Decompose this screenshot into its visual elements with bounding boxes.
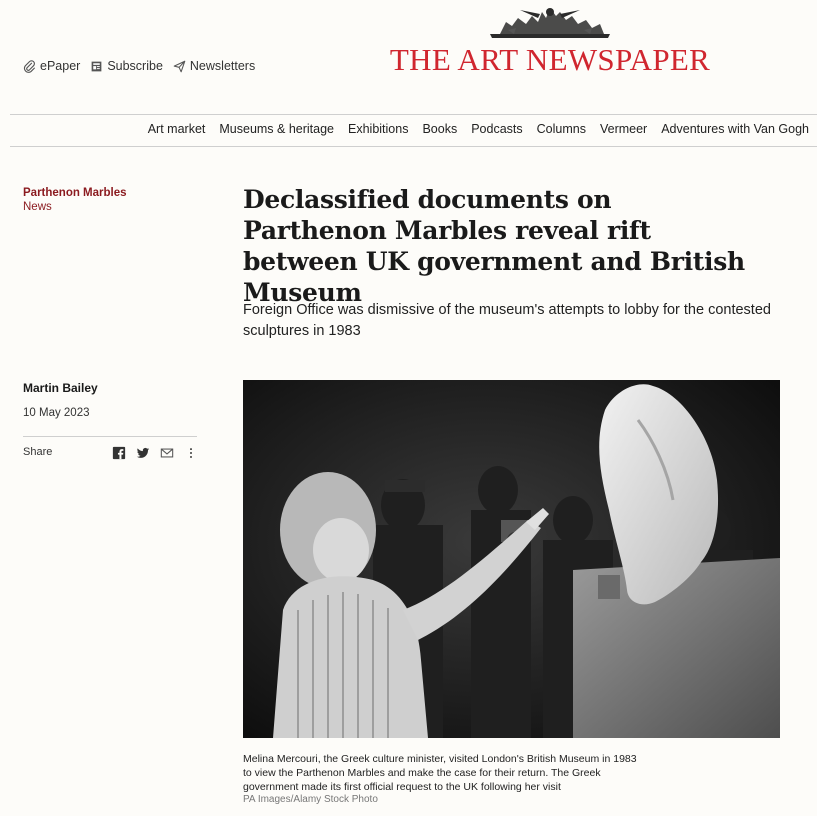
publish-date: 10 May 2023 (23, 407, 90, 419)
article-standfirst: Foreign Office was dismissive of the museum's attempts to lobby for the contested sculptures in 1983 (243, 302, 771, 339)
epaper-link[interactable] (23, 59, 80, 73)
paper-plane-icon (173, 60, 186, 73)
newsletters-label: Newsletters (189, 59, 256, 73)
nav-item-art-market[interactable]: Art market (147, 122, 206, 136)
facebook-icon[interactable] (112, 446, 126, 460)
nav-item-adventures-van-gogh[interactable]: Adventures with Van Gogh (661, 122, 809, 136)
section-link[interactable]: News (23, 201, 52, 213)
nav-item-columns[interactable]: Columns (536, 122, 586, 136)
masthead[interactable] (380, 4, 720, 78)
masthead-title: THE ART NEWSPAPER (389, 42, 711, 77)
photo-caption: Melina Mercouri, the Greek culture minister, visited London's British Museum in 1983 to view the Parthenon Marbles and make the case for their return. The Greek government made its first official request to the UK following her visit (243, 753, 637, 793)
subscribe-label: Subscribe (107, 59, 163, 73)
share-buttons (112, 446, 198, 460)
nav-item-podcasts[interactable]: Podcasts (471, 122, 523, 136)
nav-item-exhibitions[interactable]: Exhibitions (348, 122, 409, 136)
epaper-label: ePaper (40, 59, 81, 73)
author-link[interactable]: Martin Bailey (23, 381, 98, 395)
email-icon[interactable] (160, 446, 174, 460)
nav-item-museums-heritage[interactable]: Museums & heritage (219, 122, 335, 136)
twitter-icon[interactable] (136, 446, 150, 460)
main-nav (148, 122, 809, 136)
masthead-illustration-icon (480, 4, 620, 40)
nav-item-books[interactable]: Books (422, 122, 458, 136)
newspaper-icon (90, 60, 103, 73)
share-label: Share (23, 446, 53, 458)
photo-credit: PA Images/Alamy Stock Photo (243, 794, 378, 805)
byline-divider (23, 436, 197, 437)
paperclip-icon (23, 60, 36, 73)
article-headline: Declassified documents on Parthenon Marbles reveal rift between UK government and British Museum (243, 185, 745, 307)
nav-bottom-rule (10, 146, 817, 147)
article-photo (243, 380, 780, 738)
article-kicker (23, 186, 127, 214)
nav-item-vermeer[interactable]: Vermeer (599, 122, 648, 136)
utility-links (23, 59, 255, 73)
photo-illustration (243, 380, 780, 738)
topic-link[interactable]: Parthenon Marbles (23, 187, 127, 199)
subscribe-link[interactable] (90, 59, 163, 73)
newsletters-link[interactable] (173, 59, 255, 73)
more-icon[interactable] (184, 446, 198, 460)
nav-top-rule (10, 114, 817, 115)
